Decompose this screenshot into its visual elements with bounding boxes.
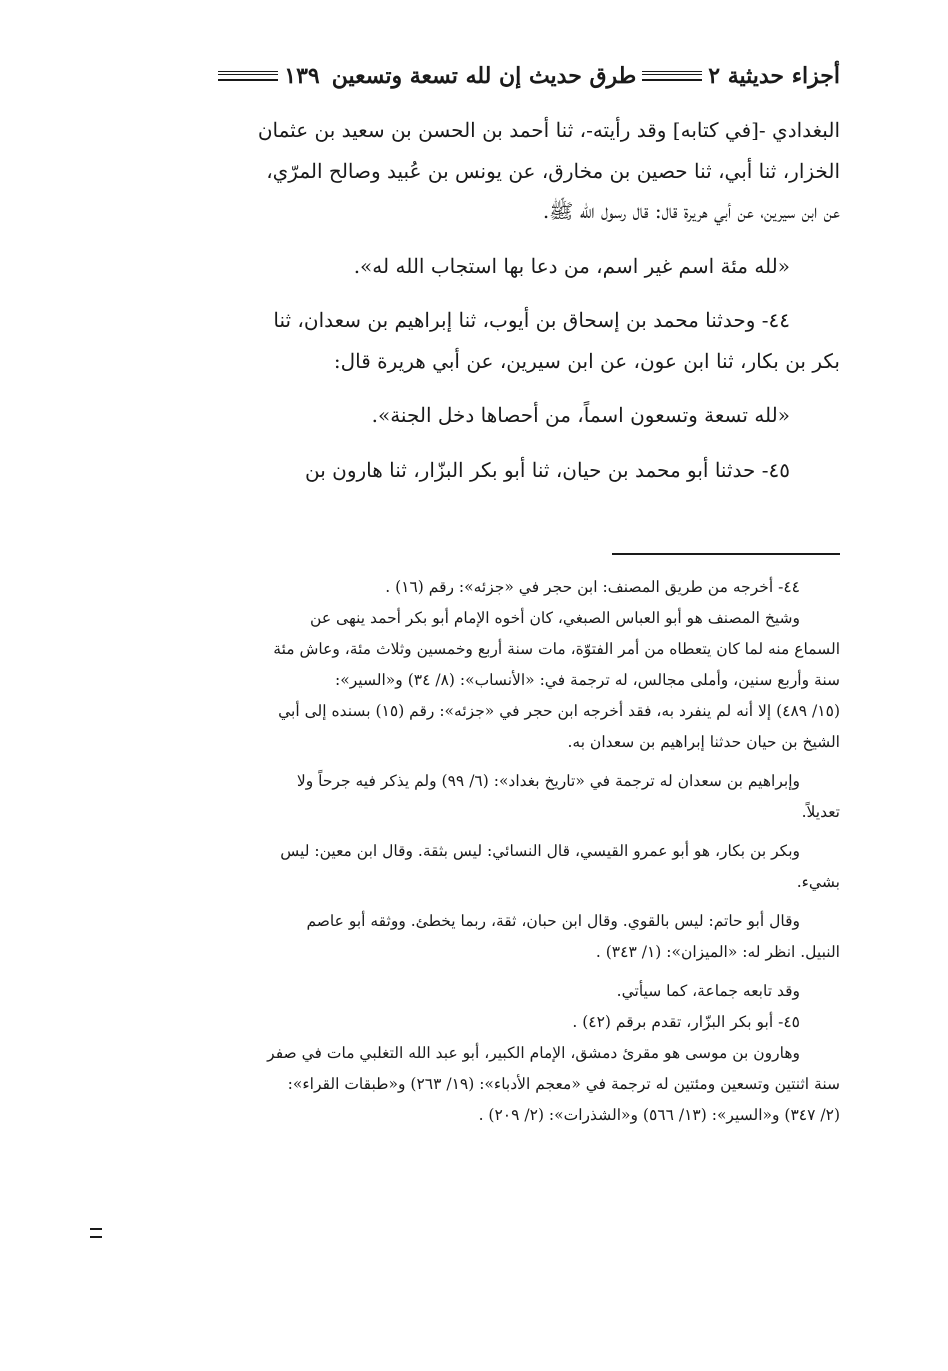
footnote-line: وهارون بن موسى هو مقرئ دمشق، الإمام الكبير، أبو عبد الله التغلبي مات في صفر (267, 1044, 800, 1062)
hadith-entry-45: ٤٥- حدثنا أبو محمد بن حيان، ثنا أبو بكر البزّار، ثنا هارون بن (305, 457, 790, 482)
footnote-line: وقال أبو حاتم: ليس بالقوي. وقال ابن حبان، ثقة، ربما يخطئ. ووثقه أبو عاصم (306, 912, 800, 930)
hadith-quote: «لله مئة اسم غير اسم، من دعا بها استجاب الله له». (353, 253, 790, 278)
footnote-line: النبيل. انظر له: «الميزان»: (١/ ٣٤٣) . (595, 943, 840, 961)
footnote-line: سنة اثنتين وتسعين ومئتين له ترجمة في «معجم الأدباء»: (١٩/ ٢٦٣) و«طبقات القراء»: (287, 1075, 840, 1093)
text-line: عن ابن سيرين، عن أبي هريرة قال: قال رسول الله ﷺ. (542, 199, 840, 223)
text-line: الخزار، ثنا أبي، ثنا حصين بن مخارق، عن يونس بن عُبيد وصالح المرّي، (266, 158, 840, 183)
running-header (98, 56, 840, 96)
page-number: ١٣٩ (284, 63, 320, 89)
footnotes (98, 572, 840, 1131)
footnote-44: ٤٤- أخرجه من طريق المصنف: ابن حجر في «جزئه»: رقم (١٦) . (385, 578, 800, 596)
footnote-line: (٢/ ٣٤٧) و«السير»: (١٣/ ٥٦٦) و«الشذرات»: (٢/ ٢٠٩) . (478, 1106, 840, 1124)
footnote-line: وإبراهيم بن سعدان له ترجمة في «تاريخ بغداد»: (٦/ ٩٩) ولم يذكر فيه جرحاً ولا (296, 772, 800, 790)
text-line: بكر بن بكار، ثنا ابن عون، عن ابن سيرين، عن أبي هريرة قال: (333, 348, 840, 373)
footnote-45: ٤٥- أبو بكر البزّار، تقدم برقم (٤٢) . (572, 1013, 800, 1031)
book-title: أجزاء حديثية ٢ (708, 63, 840, 89)
footnote-line: تعديلاً. (801, 803, 840, 821)
footnote-divider (612, 553, 840, 555)
footnote-line: (١٥/ ٤٨٩) إلا أنه لم ينفرد به، فقد أخرجه ابن حجر في «جزئه»: رقم (١٥) بسنده إلى أبي (278, 702, 840, 720)
hadith-entry-44: ٤٤- وحدثنا محمد بن إسحاق بن أيوب، ثنا إبراهيم بن سعدان، ثنا (273, 308, 790, 332)
footnote-line: سنة وأربع سنين، وأملى مجالس، له ترجمة في: «الأنساب»: (٨/ ٣٤) و«السير»: (335, 671, 840, 689)
running-title: طرق حديث إن لله تسعة وتسعين (331, 63, 637, 89)
text-line: البغدادي -[في كتابه] وقد رأيته-، ثنا أحمد بن الحسن بن سعيد بن عثمان (257, 118, 840, 142)
footnote-line: بشيء. (796, 873, 840, 891)
continuation-mark (90, 1228, 102, 1238)
header-rule (642, 71, 702, 81)
footnote-line: الشيخ بن حيان حدثنا إبراهيم بن سعدان به. (567, 733, 840, 751)
footnote-line: وقد تابعه جماعة، كما سيأتي. (616, 982, 800, 1000)
main-text (96, 110, 840, 490)
footnote-line: وشيخ المصنف هو أبو العباس الصبغي، كان أخوه الإمام أبو بكر أحمد ينهى عن (310, 609, 800, 627)
footnote-line: وبكر بن بكار، هو أبو عمرو القيسي، قال النسائي: ليس بثقة. وقال ابن معين: ليس (280, 842, 800, 860)
hadith-quote: «لله تسعة وتسعون اسماً، من أحصاها دخل الجنة». (371, 403, 790, 427)
footnote-line: السماع منه لما كان يتعطاه من أمر الفتوّة، مات سنة أربع وخمسين وثلاث مئة، وعاش مئة (273, 640, 840, 658)
header-rule (218, 71, 278, 81)
